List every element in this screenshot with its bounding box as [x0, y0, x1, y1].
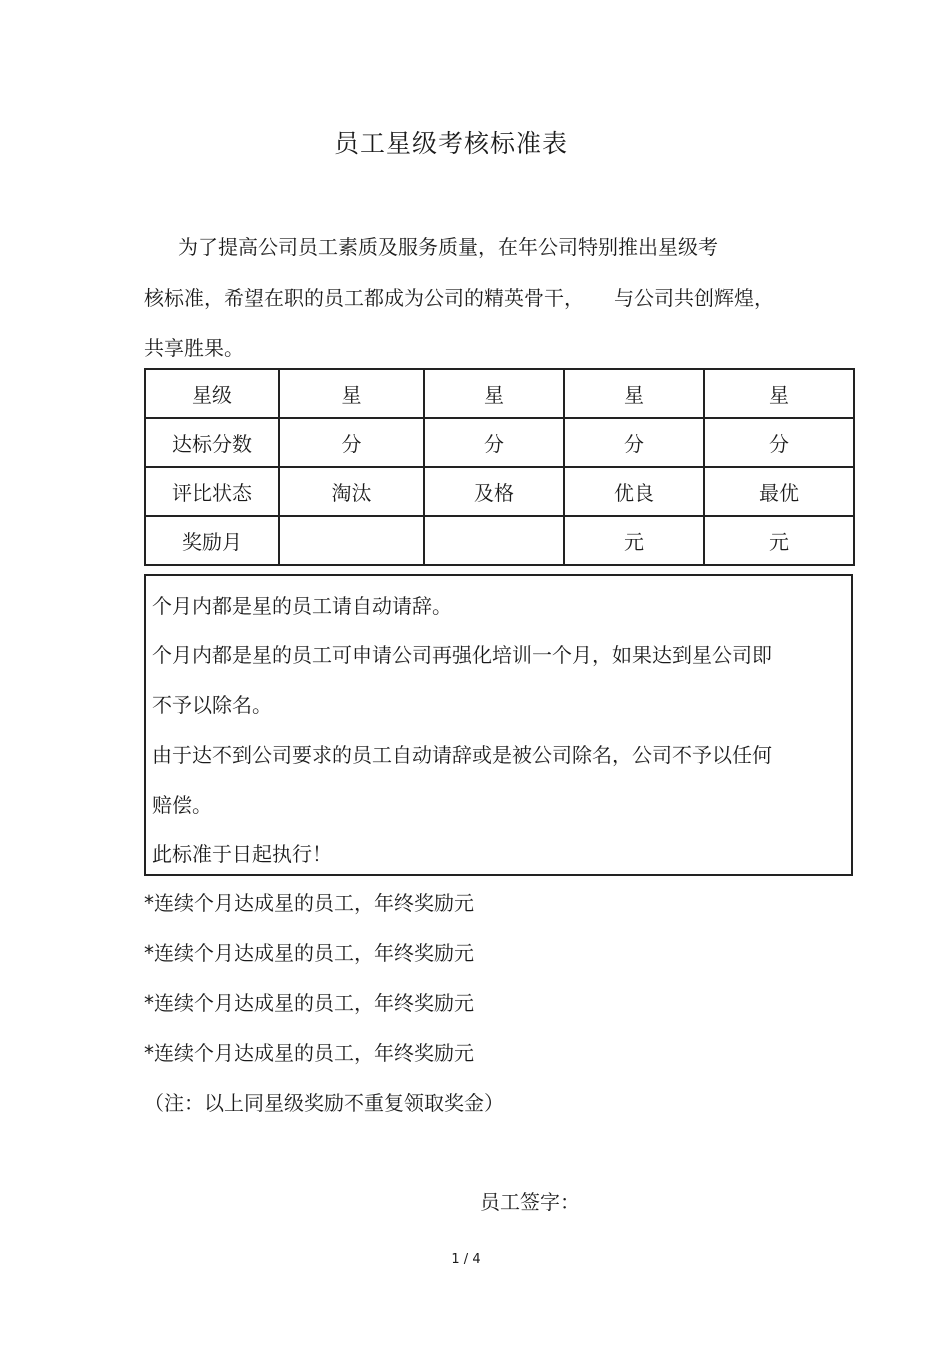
table-cell: 分 — [704, 418, 854, 467]
intro-line-2 — [144, 282, 774, 311]
table-cell: 元 — [704, 516, 854, 565]
table-cell — [279, 516, 424, 565]
table-row-score — [145, 418, 854, 467]
footnote: （注：以上同星级奖励不重复领取奖金） — [144, 1091, 504, 1115]
table-cell — [424, 516, 564, 565]
rules-box — [144, 574, 853, 876]
table-row-star-level — [145, 369, 854, 418]
table-row-status — [145, 467, 854, 516]
bonus-note: *连续个月达成星的员工，年终奖励元 — [144, 941, 474, 965]
rule-line: 个月内都是星的员工可申请公司再强化培训一个月，如果达到星公司即 — [152, 643, 772, 667]
page-number: 1 / 4 — [451, 1252, 481, 1267]
table-cell: 星 — [704, 369, 854, 418]
rule-line: 不予以除名。 — [152, 693, 272, 717]
table-cell: 星 — [279, 369, 424, 418]
rule-line: 赔偿。 — [152, 793, 212, 817]
bonus-note: *连续个月达成星的员工，年终奖励元 — [144, 891, 474, 915]
intro-line-1: 为了提高公司员工素质及服务质量，在年公司特别推出星级考 — [178, 235, 718, 259]
table-row-reward — [145, 516, 854, 565]
table-cell: 评比状态 — [145, 467, 279, 516]
document-title: 员工星级考核标准表 — [333, 129, 568, 158]
table-cell: 星 — [424, 369, 564, 418]
table-cell: 星 — [564, 369, 704, 418]
table-cell: 最优 — [704, 467, 854, 516]
table-cell: 分 — [424, 418, 564, 467]
rule-line: 由于达不到公司要求的员工自动请辞或是被公司除名，公司不予以任何 — [152, 743, 772, 767]
signature-label: 员工签字： — [480, 1190, 580, 1214]
table-cell: 星级 — [145, 369, 279, 418]
intro-line-3: 共享胜果。 — [144, 336, 244, 360]
table-cell: 优良 — [564, 467, 704, 516]
table-cell: 分 — [279, 418, 424, 467]
table-cell: 及格 — [424, 467, 564, 516]
bonus-note: *连续个月达成星的员工，年终奖励元 — [144, 1041, 474, 1065]
intro-line-2-part-a: 核标准，希望在职的员工都成为公司的精英骨干， — [144, 286, 584, 310]
rule-line: 个月内都是星的员工请自动请辞。 — [152, 594, 452, 618]
table-cell: 分 — [564, 418, 704, 467]
bonus-note: *连续个月达成星的员工，年终奖励元 — [144, 991, 474, 1015]
rule-line: 此标准于日起执行！ — [152, 842, 332, 866]
star-rating-table — [144, 368, 855, 566]
table-cell: 奖励月 — [145, 516, 279, 565]
table-cell: 达标分数 — [145, 418, 279, 467]
table-cell: 淘汰 — [279, 467, 424, 516]
intro-line-2-part-b: 与公司共创辉煌， — [614, 286, 774, 310]
table-cell: 元 — [564, 516, 704, 565]
